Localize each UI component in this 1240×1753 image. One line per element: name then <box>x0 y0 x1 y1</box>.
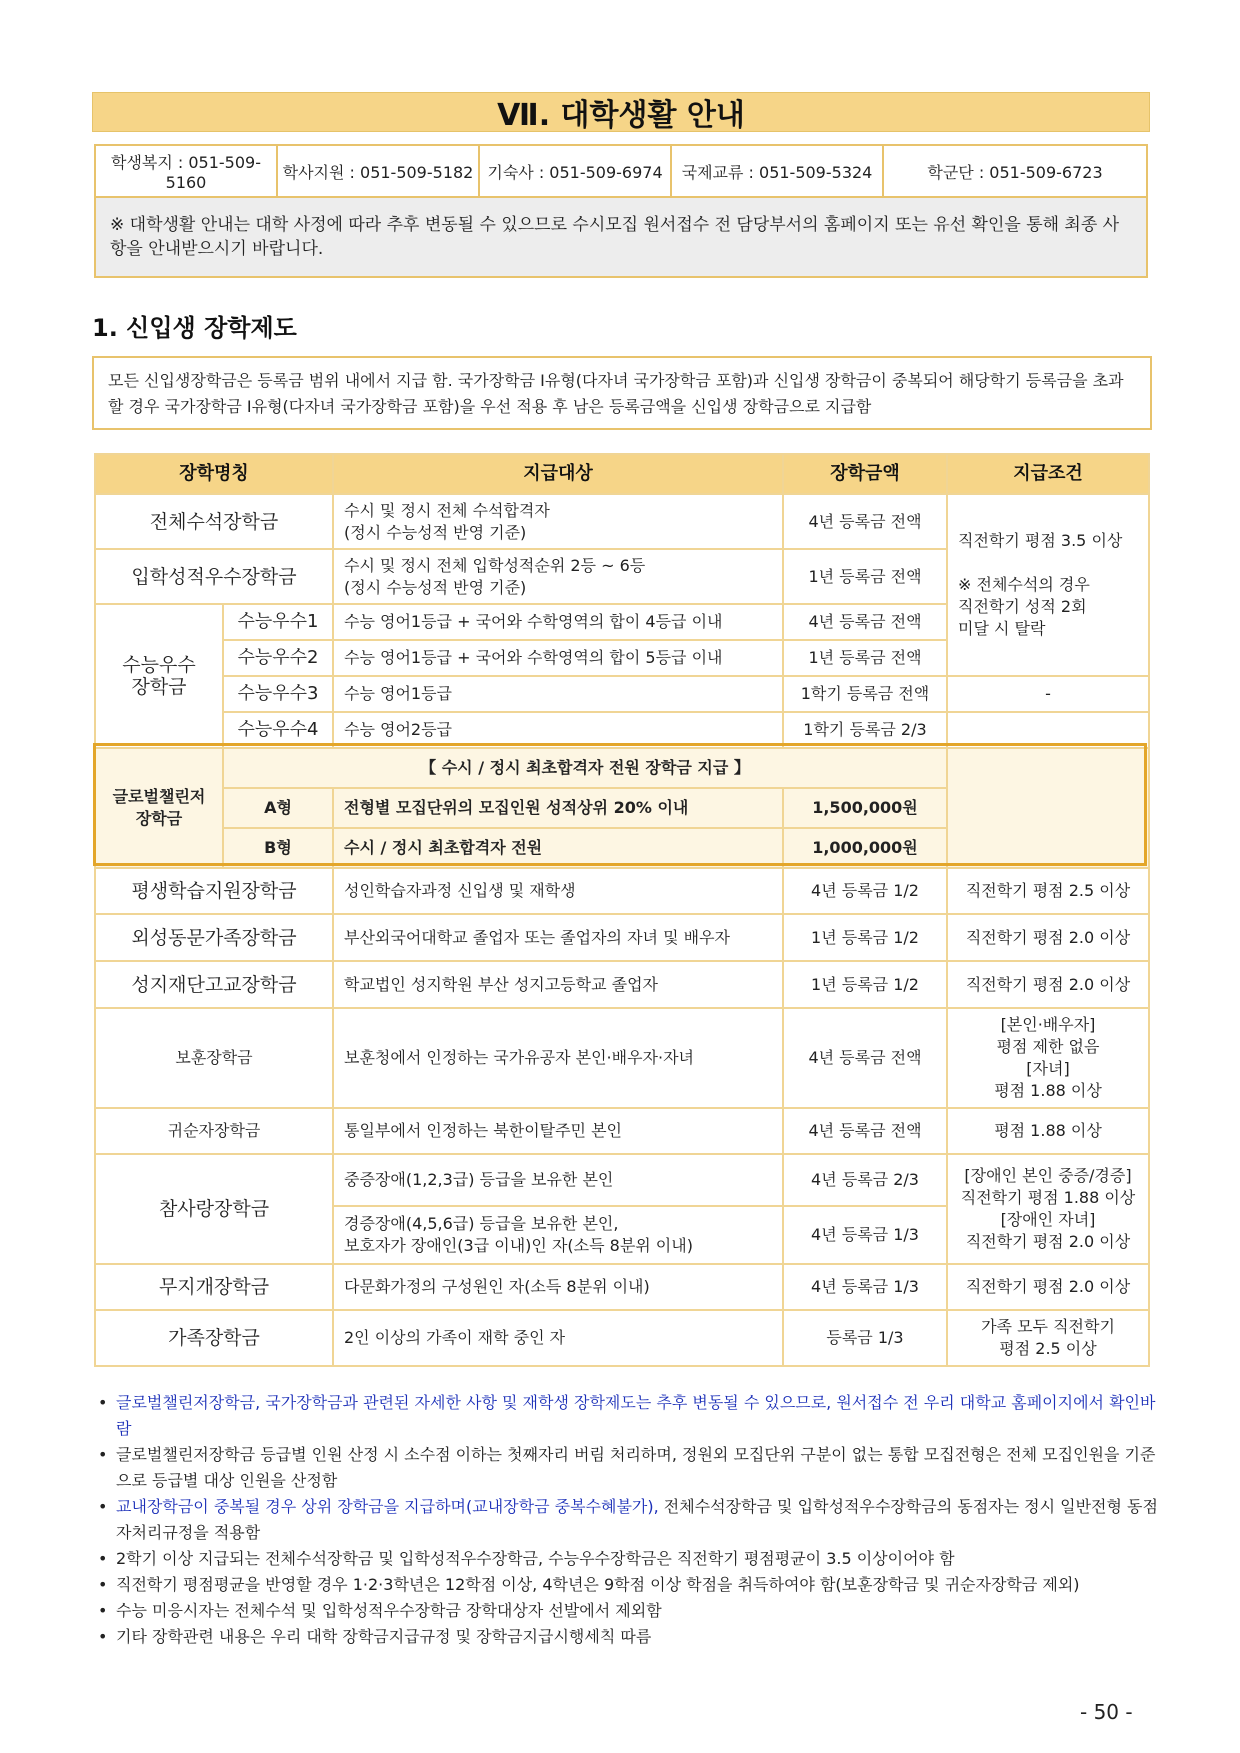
scholarship-table <box>94 453 1150 1367</box>
global-b-target: 수시 / 정시 최초합격자 전원 <box>333 828 783 868</box>
lifelong-amount: 4년 등록금 1/2 <box>783 868 947 914</box>
note-item <box>98 1442 1158 1494</box>
suneung2-amount: 1년 등록금 전액 <box>783 640 947 676</box>
global-b-amount: 1,000,000원 <box>783 828 947 868</box>
row-top-amount: 4년 등록금 전액 <box>783 494 947 549</box>
suneung3-amount: 1학기 등록금 전액 <box>783 676 947 712</box>
section-title: 1. 신입생 장학제도 <box>92 314 297 342</box>
seongji-amount: 1년 등록금 1/2 <box>783 961 947 1008</box>
contact-international: 국제교류 : 051-509-5324 <box>671 145 883 197</box>
gwisun-target: 통일부에서 인정하는 북한이탈주민 본인 <box>333 1108 783 1154</box>
suneung2-target: 수능 영어1등급 + 국어와 수학영역의 합이 5등급 이내 <box>333 640 783 676</box>
note-item <box>98 1546 1158 1572</box>
row-top-target: 수시 및 정시 전체 수석합격자 (정시 수능성적 반영 기준) <box>333 494 783 549</box>
header-name: 장학명칭 <box>95 454 333 494</box>
love-amount-1: 4년 등록금 2/3 <box>783 1154 947 1206</box>
mujigae-condition: 직전학기 평점 2.0 이상 <box>947 1264 1149 1310</box>
bullet-icon: • <box>98 1601 108 1620</box>
bullet-icon: • <box>98 1445 108 1464</box>
love-amount-2: 4년 등록금 1/3 <box>783 1206 947 1264</box>
contact-student-welfare: 학생복지 : 051-509-5160 <box>95 145 277 197</box>
chapter-title: Ⅶ. 대학생활 안내 <box>92 92 1150 132</box>
suneung1-name: 수능우수1 <box>223 604 333 640</box>
bohun-target: 보훈청에서 인정하는 국가유공자 본인·배우자·자녀 <box>333 1008 783 1108</box>
note-item <box>98 1572 1158 1598</box>
row-entrance-target: 수시 및 정시 전체 입학성적순위 2등 ~ 6등 (정시 수능성적 반영 기준) <box>333 549 783 604</box>
bohun-name: 보훈장학금 <box>95 1008 333 1108</box>
contact-table <box>94 144 1148 278</box>
family-target: 2인 이상의 가족이 재학 중인 자 <box>333 1310 783 1366</box>
bohun-condition: [본인·배우자] 평점 제한 없음 [자녀] 평점 1.88 이상 <box>947 1008 1149 1108</box>
alumni-name: 외성동문가족장학금 <box>95 914 333 961</box>
header-target: 지급대상 <box>333 454 783 494</box>
contact-dormitory: 기숙사 : 051-509-6974 <box>479 145 671 197</box>
family-name: 가족장학금 <box>95 1310 333 1366</box>
note-6-text: 수능 미응시자는 전체수석 및 입학성적우수장학금 장학대상자 선발에서 제외함 <box>116 1601 662 1620</box>
love-condition: [장애인 본인 중증/경증] 직전학기 평점 1.88 이상 [장애인 자녀] 직전학기 평점 2.0 이상 <box>947 1154 1149 1264</box>
lifelong-name: 평생학습지원장학금 <box>95 868 333 914</box>
mujigae-target: 다문화가정의 구성원인 자(소득 8분위 이내) <box>333 1264 783 1310</box>
suneung3-condition: - <box>947 676 1149 712</box>
global-challenger-header: 【 수시 / 정시 최초합격자 전원 장학금 지급 】 <box>223 748 947 788</box>
note-2-text: 글로벌챌린저장학금 등급별 인원 산정 시 소수점 이하는 첫째자리 버림 처리하며, 정원외 모집단위 구분이 없는 통합 모집전형은 전체 모집인원을 기준으로 등급별 대상 인원을 산정함 <box>116 1445 1156 1490</box>
page-number: - 50 - <box>1080 1700 1133 1724</box>
note-5-text: 직전학기 평점평균을 반영할 경우 1·2·3학년은 12학점 이상, 4학년은 9학점 이상 학점을 취득하여야 함(보훈장학금 및 귀순자장학금 제외) <box>116 1575 1080 1594</box>
mujigae-amount: 4년 등록금 1/3 <box>783 1264 947 1310</box>
suneung3-target: 수능 영어1등급 <box>333 676 783 712</box>
alumni-condition: 직전학기 평점 2.0 이상 <box>947 914 1149 961</box>
suneung4-amount: 1학기 등록금 2/3 <box>783 712 947 748</box>
lifelong-condition: 직전학기 평점 2.5 이상 <box>947 868 1149 914</box>
suneung2-name: 수능우수2 <box>223 640 333 676</box>
suneung3-name: 수능우수3 <box>223 676 333 712</box>
seongji-condition: 직전학기 평점 2.0 이상 <box>947 961 1149 1008</box>
note-item <box>98 1494 1158 1546</box>
row-entrance-name: 입학성적우수장학금 <box>95 549 333 604</box>
header-condition: 지급조건 <box>947 454 1149 494</box>
note-1-text: 글로벌챌린저장학금, 국가장학금과 관련된 자세한 사항 및 재학생 장학제도는 추후 변동될 수 있으므로, 원서접수 전 우리 대학교 홈페이지에서 확인바람 <box>116 1393 1156 1438</box>
row-entrance-amount: 1년 등록금 전액 <box>783 549 947 604</box>
gwisun-name: 귀순자장학금 <box>95 1108 333 1154</box>
love-target-2: 경증장애(4,5,6급) 등급을 보유한 본인, 보호자가 장애인(3급 이내)인 자(소득 8분위 이내) <box>333 1206 783 1264</box>
row-top-name: 전체수석장학금 <box>95 494 333 549</box>
alumni-amount: 1년 등록금 1/2 <box>783 914 947 961</box>
bullet-icon: • <box>98 1575 108 1594</box>
note-item <box>98 1624 1158 1650</box>
family-condition: 가족 모두 직전학기 평점 2.5 이상 <box>947 1310 1149 1366</box>
global-challenger-name: 글로벌챌린저 장학금 <box>95 748 223 868</box>
suneung1-target: 수능 영어1등급 + 국어와 수학영역의 합이 4등급 이내 <box>333 604 783 640</box>
bullet-icon: • <box>98 1627 108 1646</box>
mujigae-name: 무지개장학금 <box>95 1264 333 1310</box>
contact-academic-support: 학사지원 : 051-509-5182 <box>277 145 479 197</box>
suneung4-target: 수능 영어2등급 <box>333 712 783 748</box>
bullet-icon: • <box>98 1549 108 1568</box>
gwisun-amount: 4년 등록금 전액 <box>783 1108 947 1154</box>
note-7-text: 기타 장학관련 내용은 우리 대학 장학금지급규정 및 장학금지급시행세칙 따름 <box>116 1627 652 1646</box>
global-challenger-condition <box>947 748 1149 868</box>
note-3-blue-text: 교내장학금이 중복될 경우 상위 장학금을 지급하며(교내장학금 중복수혜불가), <box>116 1497 659 1516</box>
alumni-target: 부산외국어대학교 졸업자 또는 졸업자의 자녀 및 배우자 <box>333 914 783 961</box>
intro-box: 모든 신입생장학금은 등록금 범위 내에서 지급 함. 국가장학금 Ⅰ유형(다자녀 국가장학금 포함)과 신입생 장학금이 중복되어 해당학기 등록금을 초과할 경우 국가장학금 Ⅰ유형(다자녀 국가장학금 포함)을 우선 적용 후 남은 등록금액을 신입생 장학금으로 지급함 <box>92 356 1152 430</box>
suneung1-amount: 4년 등록금 전액 <box>783 604 947 640</box>
bohun-amount: 4년 등록금 전액 <box>783 1008 947 1108</box>
love-target-1: 중증장애(1,2,3급) 등급을 보유한 본인 <box>333 1154 783 1206</box>
contact-rotc: 학군단 : 051-509-6723 <box>883 145 1147 197</box>
header-amount: 장학금액 <box>783 454 947 494</box>
condition-top: 직전학기 평점 3.5 이상 ※ 전체수석의 경우 직전학기 성적 2회 미달 시 탈락 <box>947 494 1149 676</box>
notes-list <box>98 1390 1158 1650</box>
suneung4-condition <box>947 712 1149 748</box>
note-item <box>98 1598 1158 1624</box>
suneung-group-name: 수능우수 장학금 <box>95 604 223 748</box>
love-name: 참사랑장학금 <box>95 1154 333 1264</box>
family-amount: 등록금 1/3 <box>783 1310 947 1366</box>
suneung4-name: 수능우수4 <box>223 712 333 748</box>
seongji-target: 학교법인 성지학원 부산 성지고등학교 졸업자 <box>333 961 783 1008</box>
gwisun-condition: 평점 1.88 이상 <box>947 1108 1149 1154</box>
note-4-text: 2학기 이상 지급되는 전체수석장학금 및 입학성적우수장학금, 수능우수장학금은 직전학기 평점평균이 3.5 이상이어야 함 <box>116 1549 955 1568</box>
global-a-target: 전형별 모집단위의 모집인원 성적상위 20% 이내 <box>333 788 783 828</box>
bullet-icon: • <box>98 1393 108 1412</box>
global-a-label: A형 <box>223 788 333 828</box>
global-a-amount: 1,500,000원 <box>783 788 947 828</box>
notice-text: ※ 대학생활 안내는 대학 사정에 따라 추후 변동될 수 있으므로 수시모집 원서접수 전 담당부서의 홈페이지 또는 유선 확인을 통해 최종 사항을 안내받으시기 바랍니다. <box>95 197 1147 277</box>
note-3-text: 전체수석장학금 및 입학성적우수장학금의 동점자는 정시 일반전형 동점자처리규정을 적용함 <box>116 1497 1158 1542</box>
note-item <box>98 1390 1158 1442</box>
seongji-name: 성지재단고교장학금 <box>95 961 333 1008</box>
bullet-icon: • <box>98 1497 108 1516</box>
lifelong-target: 성인학습자과정 신입생 및 재학생 <box>333 868 783 914</box>
global-b-label: B형 <box>223 828 333 868</box>
